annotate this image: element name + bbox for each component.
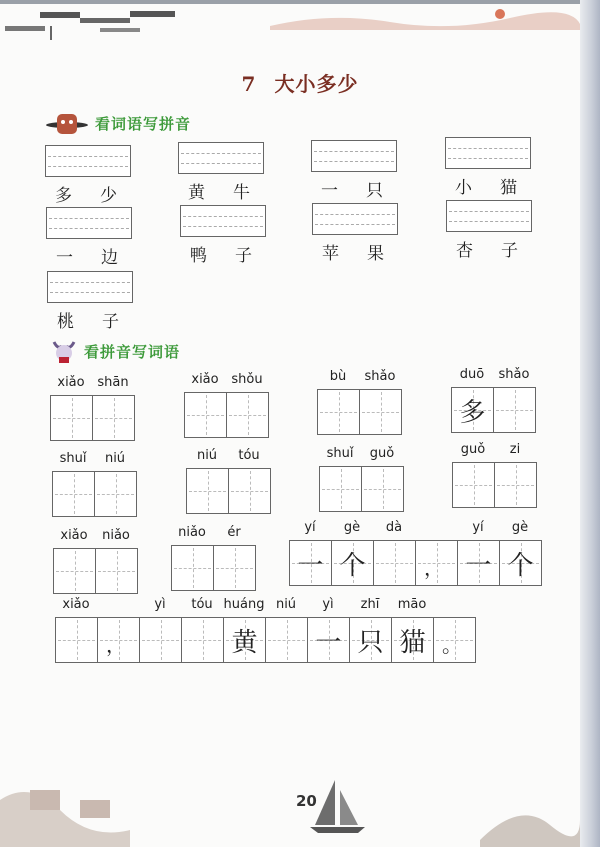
pinyin-syllable: gè <box>343 520 361 535</box>
writing-cell[interactable] <box>54 549 96 593</box>
given-char: 个 <box>507 550 534 581</box>
given-char: 只 <box>357 627 384 658</box>
pinyin-answer-box[interactable] <box>311 140 397 172</box>
writing-cell[interactable] <box>434 618 475 662</box>
pinyin-syllable: yì <box>154 597 166 612</box>
mascot-icon <box>50 338 78 364</box>
pinyin-row <box>52 451 136 466</box>
word-char: 黄 <box>188 183 205 203</box>
word <box>308 239 398 264</box>
lesson-name: 大小多少 <box>274 72 359 96</box>
writing-grid <box>452 462 537 508</box>
lesson-number: 7 <box>241 72 257 96</box>
word <box>42 243 132 268</box>
pinyin-answer-box[interactable] <box>178 142 264 174</box>
word <box>307 176 397 201</box>
word <box>441 173 531 198</box>
writing-cell[interactable] <box>374 541 416 585</box>
writing-cell[interactable] <box>332 541 374 585</box>
word-char: 猫 <box>500 178 517 198</box>
writing-cell[interactable] <box>320 467 362 511</box>
word-char: 一 <box>321 181 338 201</box>
pinyin-syllable <box>433 597 475 612</box>
writing-grid <box>186 468 271 514</box>
writing-grid <box>55 617 476 663</box>
word-char: 苹 <box>322 244 339 264</box>
pinyin-row <box>50 375 134 390</box>
writing-grid <box>317 389 402 435</box>
pinyin-row <box>171 525 255 540</box>
writing-cell[interactable] <box>360 390 401 434</box>
word-char: 小 <box>455 178 472 198</box>
word-char: 果 <box>367 244 384 264</box>
pinyin-syllable: xiǎo <box>62 597 90 612</box>
word-char: 杏 <box>456 241 473 261</box>
writing-cell[interactable] <box>350 618 392 662</box>
pinyin-row <box>452 442 536 457</box>
given-char: 猫 <box>399 627 426 658</box>
pinyin-syllable: niú <box>275 597 297 612</box>
pinyin-syllable: niǎo <box>178 525 206 540</box>
writing-grid <box>52 471 137 517</box>
word <box>43 307 133 332</box>
pinyin-syllable: shǒu <box>231 372 263 387</box>
pinyin-row <box>53 528 137 543</box>
given-char: 黄 <box>231 627 258 658</box>
pinyin-row <box>186 448 270 463</box>
pinyin-syllable <box>97 597 139 612</box>
pinyin-row <box>55 597 475 612</box>
word-char: 多 <box>55 186 72 206</box>
pinyin-row <box>317 369 401 384</box>
pinyin-syllable: zhī <box>360 597 380 612</box>
word-char: 桃 <box>57 312 74 332</box>
pinyin-syllable: yì <box>322 597 334 612</box>
word-char: 一 <box>56 248 73 268</box>
writing-cell[interactable] <box>318 390 360 434</box>
pinyin-syllable: shuǐ <box>326 446 354 461</box>
pinyin-row <box>319 446 403 461</box>
lesson-title <box>0 68 600 97</box>
word-char: 鸭 <box>190 246 207 266</box>
pinyin-syllable: gè <box>511 520 529 535</box>
writing-cell[interactable] <box>53 472 95 516</box>
given-char: ， <box>424 556 444 580</box>
writing-grid <box>319 466 404 512</box>
pinyin-syllable: guǒ <box>369 446 395 461</box>
word-char: 只 <box>366 181 383 201</box>
writing-cell[interactable] <box>51 396 93 440</box>
pinyin-answer-box[interactable] <box>312 203 398 235</box>
writing-cell[interactable] <box>362 467 403 511</box>
pinyin-syllable: huáng <box>223 597 265 612</box>
pinyin-answer-box[interactable] <box>45 145 131 177</box>
pinyin-syllable: tóu <box>238 448 260 463</box>
word-char: 子 <box>501 241 518 261</box>
word <box>41 181 131 206</box>
writing-grid <box>289 540 542 586</box>
writing-cell[interactable] <box>495 463 536 507</box>
writing-cell[interactable] <box>98 618 140 662</box>
writing-cell[interactable] <box>308 618 350 662</box>
pinyin-syllable: shuǐ <box>59 451 87 466</box>
pinyin-syllable: duō <box>459 367 485 382</box>
page-edge <box>580 0 600 847</box>
writing-cell[interactable] <box>494 388 535 432</box>
section-header-write-pinyin <box>45 110 191 136</box>
pinyin-answer-box[interactable] <box>180 205 266 237</box>
pinyin-syllable: bù <box>329 369 347 384</box>
writing-grid <box>184 392 269 438</box>
writing-cell[interactable] <box>56 618 98 662</box>
writing-cell[interactable] <box>416 541 458 585</box>
word-char: 子 <box>102 312 119 332</box>
writing-cell[interactable] <box>172 546 214 590</box>
pinyin-syllable: xiǎo <box>191 372 219 387</box>
writing-grid <box>53 548 138 594</box>
pinyin-syllable: shān <box>97 375 129 390</box>
pinyin-syllable: māo <box>397 597 427 612</box>
pinyin-syllable: niǎo <box>102 528 130 543</box>
pinyin-syllable: guǒ <box>460 442 486 457</box>
writing-cell[interactable] <box>224 618 266 662</box>
ink-hills-decoration <box>480 790 580 847</box>
writing-cell[interactable] <box>140 618 182 662</box>
ink-village-decoration <box>0 760 130 847</box>
pinyin-syllable: xiǎo <box>57 375 85 390</box>
writing-cell[interactable] <box>182 618 224 662</box>
word <box>174 178 264 203</box>
writing-cell[interactable] <box>96 549 137 593</box>
pinyin-row <box>184 372 268 387</box>
pinyin-answer-box[interactable] <box>445 137 531 169</box>
pinyin-syllable: dà <box>385 520 403 535</box>
pinyin-syllable: yí <box>304 520 316 535</box>
section-title: 看词语写拼音 <box>95 114 192 133</box>
pinyin-syllable: tóu <box>191 597 213 612</box>
ink-houses-decoration <box>0 6 180 46</box>
pinyin-row <box>289 520 541 535</box>
writing-cell[interactable] <box>95 472 136 516</box>
pinyin-syllable: ér <box>227 525 241 540</box>
pinyin-syllable: niú <box>196 448 218 463</box>
writing-cell[interactable] <box>229 469 270 513</box>
pinyin-syllable: xiǎo <box>60 528 88 543</box>
pinyin-syllable: niú <box>104 451 126 466</box>
word-char: 边 <box>101 248 118 268</box>
given-char: 多 <box>459 397 486 428</box>
writing-cell[interactable] <box>227 393 268 437</box>
pinyin-syllable: shǎo <box>364 369 396 384</box>
pinyin-answer-box[interactable] <box>446 200 532 232</box>
given-char: 个 <box>339 550 366 581</box>
writing-cell[interactable] <box>453 463 495 507</box>
writing-cell[interactable] <box>392 618 434 662</box>
writing-cell[interactable] <box>93 396 134 440</box>
writing-cell[interactable] <box>290 541 332 585</box>
writing-cell[interactable] <box>266 618 308 662</box>
writing-cell[interactable] <box>185 393 227 437</box>
given-char: 一 <box>465 550 492 581</box>
word-char: 牛 <box>233 183 250 203</box>
page-number: 20 <box>296 792 317 810</box>
section-title: 看拼音写词语 <box>84 342 181 361</box>
pinyin-syllable: zi <box>509 442 521 457</box>
writing-grid <box>451 387 536 433</box>
writing-cell[interactable] <box>500 541 541 585</box>
pinyin-syllable: shǎo <box>498 367 530 382</box>
mascot-icon <box>45 110 89 136</box>
given-char: 一 <box>315 627 342 658</box>
pinyin-answer-box[interactable] <box>46 207 132 239</box>
section-header-write-words <box>50 338 180 364</box>
writing-cell[interactable] <box>452 388 494 432</box>
given-char: ， <box>106 633 126 657</box>
word-char: 子 <box>235 246 252 266</box>
given-char: 。 <box>442 633 462 657</box>
pinyin-row <box>451 367 535 382</box>
ink-mountains-decoration <box>270 4 580 34</box>
writing-cell[interactable] <box>458 541 500 585</box>
writing-grid <box>171 545 256 591</box>
writing-cell[interactable] <box>214 546 255 590</box>
given-char: 一 <box>297 550 324 581</box>
pinyin-syllable <box>415 520 457 535</box>
writing-grid <box>50 395 135 441</box>
pinyin-syllable: yí <box>472 520 484 535</box>
word-char: 少 <box>100 186 117 206</box>
pinyin-answer-box[interactable] <box>47 271 133 303</box>
writing-cell[interactable] <box>187 469 229 513</box>
word <box>442 236 532 261</box>
word <box>176 241 266 266</box>
